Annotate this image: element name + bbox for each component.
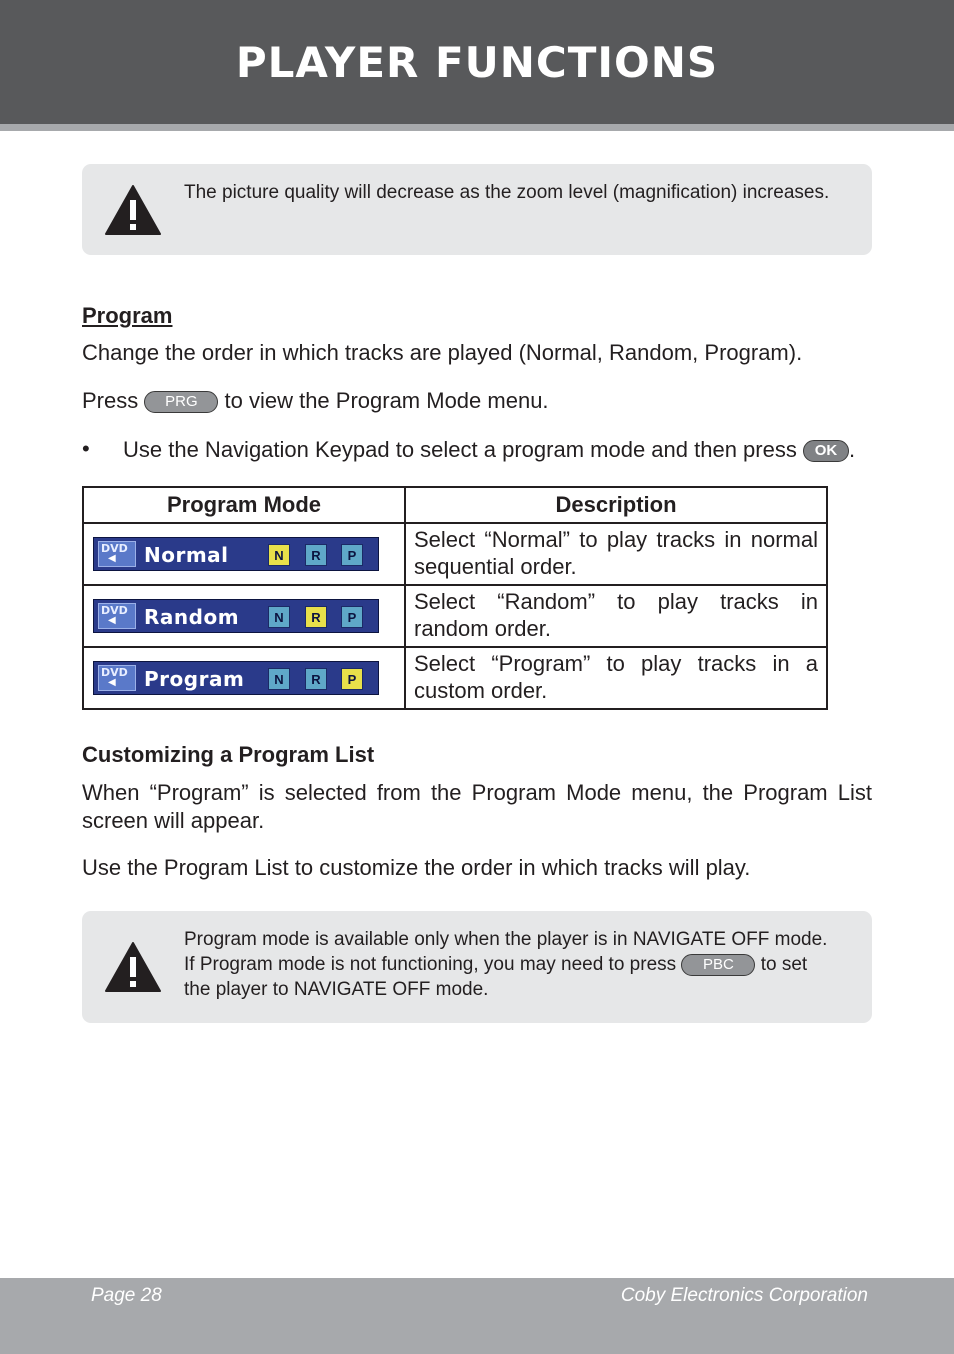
- bullet-end: .: [848, 437, 856, 462]
- header-divider: [0, 124, 954, 131]
- normal-mode-icon: N: [268, 544, 290, 566]
- random-mode-icon: R: [305, 606, 327, 628]
- page-title: PLAYER FUNCTIONS: [235, 38, 719, 87]
- program-mode-table: [82, 486, 828, 710]
- table-row: [83, 585, 827, 647]
- mode-image-cell: [83, 585, 405, 647]
- table-row: [83, 647, 827, 709]
- speaker-icon: ◀: [108, 553, 116, 564]
- table-row: [83, 523, 827, 585]
- program-heading: Program: [82, 303, 173, 328]
- pbc-button: PBC: [681, 954, 755, 976]
- navigate-off-note-box: [82, 911, 872, 1023]
- header-description: Description: [405, 487, 827, 523]
- dvd-badge-label: DVD: [101, 542, 128, 555]
- program-mode-icon: P: [341, 544, 363, 566]
- osd-mode-label: Random: [144, 605, 240, 629]
- dvd-badge-label: DVD: [101, 604, 128, 617]
- mode-description: Select “Program” to play tracks in a custom order.: [405, 647, 827, 709]
- normal-mode-icon: N: [268, 606, 290, 628]
- speaker-icon: ◀: [108, 615, 116, 626]
- dvd-badge-label: DVD: [101, 666, 128, 679]
- mode-description: Select “Random” to play tracks in random order.: [405, 585, 827, 647]
- press-suffix: to view the Program Mode menu.: [224, 388, 549, 413]
- page-number: Page 28: [91, 1285, 162, 1306]
- osd-program-menu: [93, 661, 379, 695]
- random-mode-icon: R: [305, 668, 327, 690]
- normal-mode-icon: N: [268, 668, 290, 690]
- program-intro: Change the order in which tracks are played (Normal, Random, Program).: [82, 340, 803, 365]
- random-mode-icon: R: [305, 544, 327, 566]
- note2-text: Program mode is available only when the player is in NAVIGATE OFF mode. If Program mode is not functioning, you may need to press: [184, 929, 828, 975]
- customizing-para-1: When “Program” is selected from the Program Mode menu, the Program List screen will appear.: [82, 780, 872, 833]
- company-name: Coby Electronics Corporation: [620, 1285, 868, 1306]
- page-footer: [0, 1278, 954, 1354]
- dvd-badge: [98, 603, 136, 629]
- press-prg-line: [82, 387, 872, 415]
- mode-image-cell: [83, 647, 405, 709]
- osd-mode-label: Program: [144, 667, 245, 691]
- prg-button: PRG: [144, 391, 218, 413]
- ok-button: OK: [803, 440, 849, 462]
- press-prefix: Press: [82, 388, 139, 413]
- mode-description: Select “Normal” to play tracks in normal sequential order.: [405, 523, 827, 585]
- program-mode-icon: P: [341, 606, 363, 628]
- bullet-marker: •: [82, 436, 90, 461]
- customizing-para-2: Use the Program List to customize the order in which tracks will play.: [82, 855, 751, 880]
- program-mode-icon: P: [341, 668, 363, 690]
- osd-mode-label: Normal: [144, 543, 229, 567]
- customizing-heading: Customizing a Program List: [82, 742, 375, 767]
- note2-text-end: to set the player to NAVIGATE OFF mode.: [184, 954, 808, 1000]
- osd-random-menu: [93, 599, 379, 633]
- speaker-icon: ◀: [108, 677, 116, 688]
- dvd-badge: [98, 541, 136, 567]
- mode-image-cell: [83, 523, 405, 585]
- bullet-item: [123, 436, 855, 464]
- zoom-note-box: [82, 164, 872, 255]
- page-header: [0, 0, 954, 124]
- table-header-row: [83, 487, 827, 523]
- warning-icon: [104, 941, 162, 993]
- zoom-note-text: The picture quality will decrease as the zoom level (magnification) increases.: [184, 182, 830, 203]
- bullet-text: Use the Navigation Keypad to select a program mode and then press: [123, 437, 797, 462]
- warning-icon: [104, 184, 162, 236]
- osd-normal-menu: [93, 537, 379, 571]
- header-program-mode: Program Mode: [83, 487, 405, 523]
- navigate-off-note-text: [184, 927, 832, 1002]
- dvd-badge: [98, 665, 136, 691]
